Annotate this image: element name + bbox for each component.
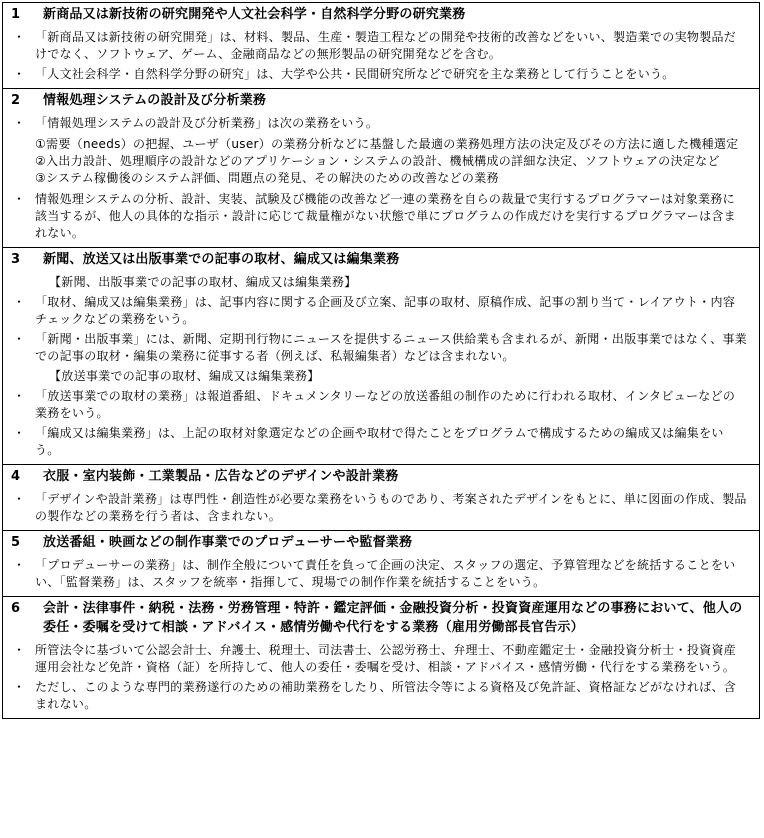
bullet-mark: ・ xyxy=(13,643,26,657)
section-1 xyxy=(3,3,759,88)
section-title: 新商品又は新技術の研究開発や人文社会科学・自然科学分野の研究業務 xyxy=(43,7,466,22)
subsection-heading: 【放送事業での記事の取材、編成又は編集業務】 xyxy=(49,369,320,383)
section-3 xyxy=(3,247,759,464)
bullet-mark: ・ xyxy=(13,192,26,206)
list-item xyxy=(11,679,747,713)
bullet-text: ただし、このような専門的業務遂行のための補助業務をしたり、所管法令等による資格及び免許証、資格証などがなければ、含まれない。 xyxy=(35,680,737,711)
section-number: 1 xyxy=(11,7,21,22)
bullet-text: 「情報処理システムの設計及び分析業務」は次の業務をいう。 xyxy=(35,116,379,130)
list-item xyxy=(11,642,747,676)
section-title: 放送番組・映画などの制作事業でのプロデューサーや監督業務 xyxy=(43,535,413,550)
list-item xyxy=(11,66,747,83)
section-number: 3 xyxy=(11,252,21,267)
section-number: 5 xyxy=(11,535,21,550)
section-header xyxy=(3,465,759,487)
list-item xyxy=(11,557,747,591)
section-title: 会計・法律事件・納税・法務・労務管理・特許・鑑定評価・金融投資分析・投資資産運用などの事務において、他人の委任・委嘱を受けて相談・アドバイス・感情労働や代行をする業務（雇用労働部長官告示） xyxy=(43,601,743,635)
section-header xyxy=(3,531,759,553)
bullet-mark: ・ xyxy=(13,116,26,130)
section-header xyxy=(3,597,759,638)
section-number: 6 xyxy=(11,601,21,616)
bullet-text: 「放送事業での取材の業務」は報道番組、ドキュメンタリーなどの放送番組の制作のために行われる取材、インタビューなどの業務をいう。 xyxy=(35,389,736,420)
list-item xyxy=(11,115,747,132)
section-header xyxy=(3,3,759,25)
section-header xyxy=(3,248,759,270)
section-number: 4 xyxy=(11,469,21,484)
document-table xyxy=(2,2,760,719)
bullet-mark: ・ xyxy=(13,389,26,403)
section-body xyxy=(3,111,759,247)
bullet-text: 「新商品又は新技術の研究開発」は、材料、製品、生産・製造工程などの開発や技術的改善などをいい、製造業での実物製品だけでなく、ソフトウェア、ゲーム、金融商品などの無形製品の研究開発などを含む。 xyxy=(35,30,737,61)
bullet-mark: ・ xyxy=(13,30,26,44)
bullet-mark: ・ xyxy=(13,332,26,346)
bullet-text: 情報処理システムの分析、設計、実装、試験及び機能の改善など一連の業務を自らの裁量で実行するプログラマーは対象業務に該当するが、他人の具体的な指示・設計に応じて裁量権がない状態で単にプログラムの作成だけを実行するプログラマーは含まれない。 xyxy=(35,192,736,240)
section-body xyxy=(3,487,759,530)
bullet-mark: ・ xyxy=(13,295,26,309)
section-4 xyxy=(3,464,759,530)
bullet-text: 「編成又は編集業務」は、上記の取材対象選定などの企画や取材で得たことをプログラムで構成するための編成又は編集をいう。 xyxy=(35,426,724,457)
section-5 xyxy=(3,530,759,596)
bullet-text: 「プロデューサーの業務」は、制作全般について責任を負って企画の決定、スタッフの選定、予算管理などを統括することをいい、「監督業務」は、スタッフを統率・指揮して、現場での制作作業を統括することをいう。 xyxy=(35,558,736,589)
list-item xyxy=(11,425,747,459)
bullet-text: 所管法令に基づいて公認会計士、弁護士、税理士、司法書士、公認労務士、弁理士、不動産鑑定士・金融投資分析士・投資資産運用会社など免許・資格（証）を所持して、他人の委任・委嘱を受け、相談・アドバイス・感情労働・代行をする業務をいう。 xyxy=(35,643,737,674)
numbered-item: ①需要（needs）の把握、ユーザ（user）の業務分析などに基盤した最適の業務処理方法の決定及びその方法に適した機種選定 xyxy=(35,137,739,151)
numbered-item: ③システム稼働後のシステム評価、問題点の発見、その解決のための改善などの業務 xyxy=(35,171,499,185)
bullet-mark: ・ xyxy=(13,426,26,440)
bullet-mark: ・ xyxy=(13,67,26,81)
bullet-text: 「デザインや設計業務」は専門性・創造性が必要な業務をいうものであり、考案されたデザインをもとに、単に図面の作成、製品の製作などの業務を行う者は、含まれない。 xyxy=(35,492,747,523)
bullet-text: 「新聞・出版事業」には、新聞、定期刊行物にニュースを提供するニュース供給業も含まれるが、新聞・出版事業ではなく、事業での記事の取材・編集の業務に従事する者（例えば、私報編集者）などは含まれない。 xyxy=(35,332,747,363)
section-body xyxy=(3,553,759,596)
bullet-mark: ・ xyxy=(13,558,26,572)
section-2 xyxy=(3,88,759,247)
list-item xyxy=(11,491,747,525)
section-6 xyxy=(3,596,759,718)
subsection-heading: 【新聞、出版事業での記事の取材、編成又は編集業務】 xyxy=(49,275,357,289)
section-title: 衣服・室内装飾・工業製品・広告などのデザインや設計業務 xyxy=(43,469,399,484)
bullet-text: 「取材、編成又は編集業務」は、記事内容に関する企画及び立案、記事の取材、原稿作成、記事の割り当て・レイアウト・内容チェックなどの業務をいう。 xyxy=(35,295,736,326)
list-item xyxy=(11,191,747,242)
section-body xyxy=(3,638,759,718)
bullet-mark: ・ xyxy=(13,680,26,694)
section-body xyxy=(3,270,759,464)
section-title: 情報処理システムの設計及び分析業務 xyxy=(43,93,267,108)
section-header xyxy=(3,89,759,111)
numbered-list xyxy=(11,136,747,187)
list-item xyxy=(11,388,747,422)
section-number: 2 xyxy=(11,93,21,108)
numbered-item: ②入出力設計、処理順序の設計などのアプリケーション・システムの設計、機械構成の詳細な決定、ソフトウェアの決定など xyxy=(35,154,720,168)
section-title: 新聞、放送又は出版事業での記事の取材、編成又は編集業務 xyxy=(43,252,400,267)
bullet-text: 「人文社会科学・自然科学分野の研究」は、大学や公共・民間研究所などで研究を主な業務として行うことをいう。 xyxy=(35,67,675,81)
list-item xyxy=(11,331,747,365)
list-item xyxy=(11,294,747,328)
bullet-mark: ・ xyxy=(13,492,26,506)
section-body xyxy=(3,25,759,88)
list-item xyxy=(11,29,747,63)
